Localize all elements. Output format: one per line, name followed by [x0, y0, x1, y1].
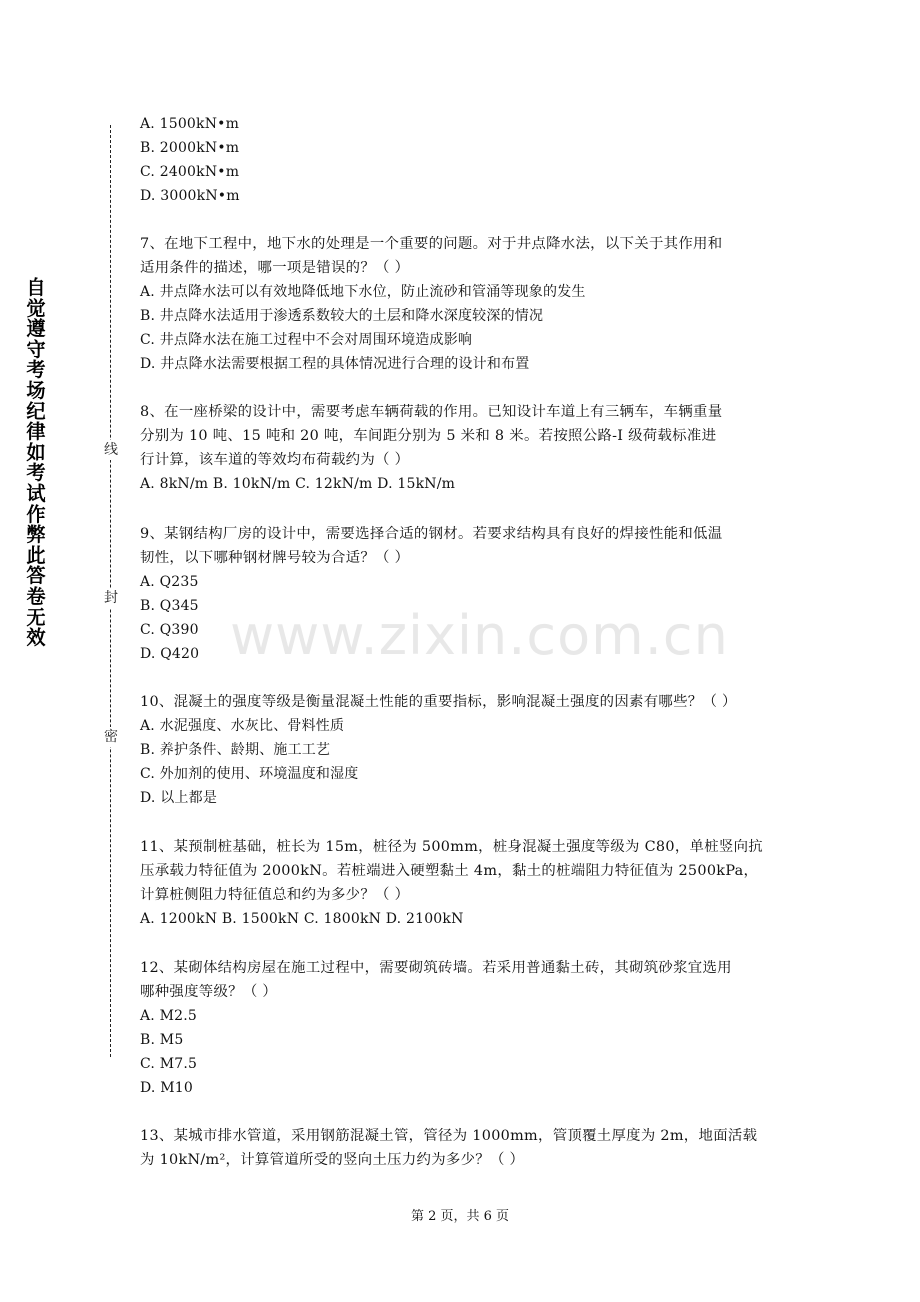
question-text: 计算桩侧阻力特征值总和约为多少？（ ） [140, 887, 410, 903]
sidebar-notice: 自觉遵守考场纪律如考试作弊此答卷无效 [26, 276, 46, 650]
question-text: 12、某砌体结构房屋在施工过程中，需要砌筑砖墙。若采用普通黏土砖，其砌筑砂浆宜选用 [140, 960, 732, 976]
question-text: 哪种强度等级？（ ） [140, 984, 278, 1000]
option: C. 2400kN•m [140, 164, 240, 180]
option: A. Q235 [140, 574, 199, 590]
question-text: 8、在一座桥梁的设计中，需要考虑车辆荷载的作用。已知设计车道上有三辆车，车辆重量 [140, 404, 723, 420]
question-9 [140, 522, 800, 666]
option: D. 3000kN•m [140, 188, 240, 204]
option: C. M7.5 [140, 1056, 198, 1072]
question-text: 韧性，以下哪种钢材牌号较为合适？（ ） [140, 550, 410, 566]
option: D. 井点降水法需要根据工程的具体情况进行合理的设计和布置 [140, 356, 530, 372]
question-text: 9、某钢结构厂房的设计中，需要选择合适的钢材。若要求结构具有良好的焊接性能和低温 [140, 526, 723, 542]
option: C. 井点降水法在施工过程中不会对周围环境造成影响 [140, 332, 473, 348]
question-6-options [140, 112, 800, 208]
option: A. 井点降水法可以有效地降低地下水位，防止流砂和管涌等现象的发生 [140, 284, 586, 300]
option: C. 外加剂的使用、环境温度和湿度 [140, 766, 359, 782]
option: A. 1500kN•m [140, 116, 240, 132]
question-7 [140, 232, 800, 376]
binding-word-seal: 封 [104, 590, 118, 606]
option: D. 以上都是 [140, 790, 218, 806]
option: A. 水泥强度、水灰比、骨料性质 [140, 718, 345, 734]
question-text: 为 10kN/m²，计算管道所受的竖向土压力约为多少？（ ） [140, 1152, 525, 1168]
watermark: www.zixin.com.cn [230, 604, 729, 667]
binding-word-secret: 密 [104, 729, 118, 745]
question-text: 13、某城市排水管道，采用钢筋混凝土管，管径为 1000mm，管顶覆土厚度为 2m，地面活载 [140, 1128, 758, 1144]
option: A. 8kN/m B. 10kN/m C. 12kN/m D. 15kN/m [140, 476, 456, 492]
option: B. 养护条件、龄期、施工工艺 [140, 742, 331, 758]
question-10 [140, 690, 800, 810]
question-12 [140, 956, 800, 1100]
binding-word-line: 线 [104, 442, 118, 458]
page-footer: 第 2 页，共 6 页 [410, 1209, 510, 1224]
option: B. M5 [140, 1032, 184, 1048]
question-text: 11、某预制桩基础，桩长为 15m，桩径为 500mm，桩身混凝土强度等级为 C80，单桩竖向抗 [140, 839, 763, 855]
option: B. 井点降水法适用于渗透系数较大的土层和降水深度较深的情况 [140, 308, 544, 324]
option: D. Q420 [140, 646, 200, 662]
question-text: 适用条件的描述，哪一项是错误的？（ ） [140, 260, 410, 276]
option: D. M10 [140, 1080, 193, 1096]
option: B. 2000kN•m [140, 140, 240, 156]
question-text: 行计算，该车道的等效均布荷载约为（ ） [140, 452, 410, 468]
question-text: 7、在地下工程中，地下水的处理是一个重要的问题。对于井点降水法，以下关于其作用和 [140, 236, 723, 252]
question-13 [140, 1124, 800, 1172]
question-text: 10、混凝土的强度等级是衡量混凝土性能的重要指标，影响混凝土强度的因素有哪些？（ ） [140, 694, 737, 710]
option: A. 1200kN B. 1500kN C. 1800kN D. 2100kN [140, 911, 464, 927]
question-8 [140, 400, 800, 496]
option: C. Q390 [140, 622, 199, 638]
question-text: 分别为 10 吨、15 吨和 20 吨，车间距分别为 5 米和 8 米。若按照公路-I 级荷载标准进 [140, 428, 717, 444]
option: A. M2.5 [140, 1008, 198, 1024]
question-11 [140, 835, 800, 931]
question-text: 压承载力特征值为 2000kN。若桩端进入硬塑黏土 4m，黏土的桩端阻力特征值为 2500kPa， [140, 863, 759, 879]
option: B. Q345 [140, 598, 199, 614]
